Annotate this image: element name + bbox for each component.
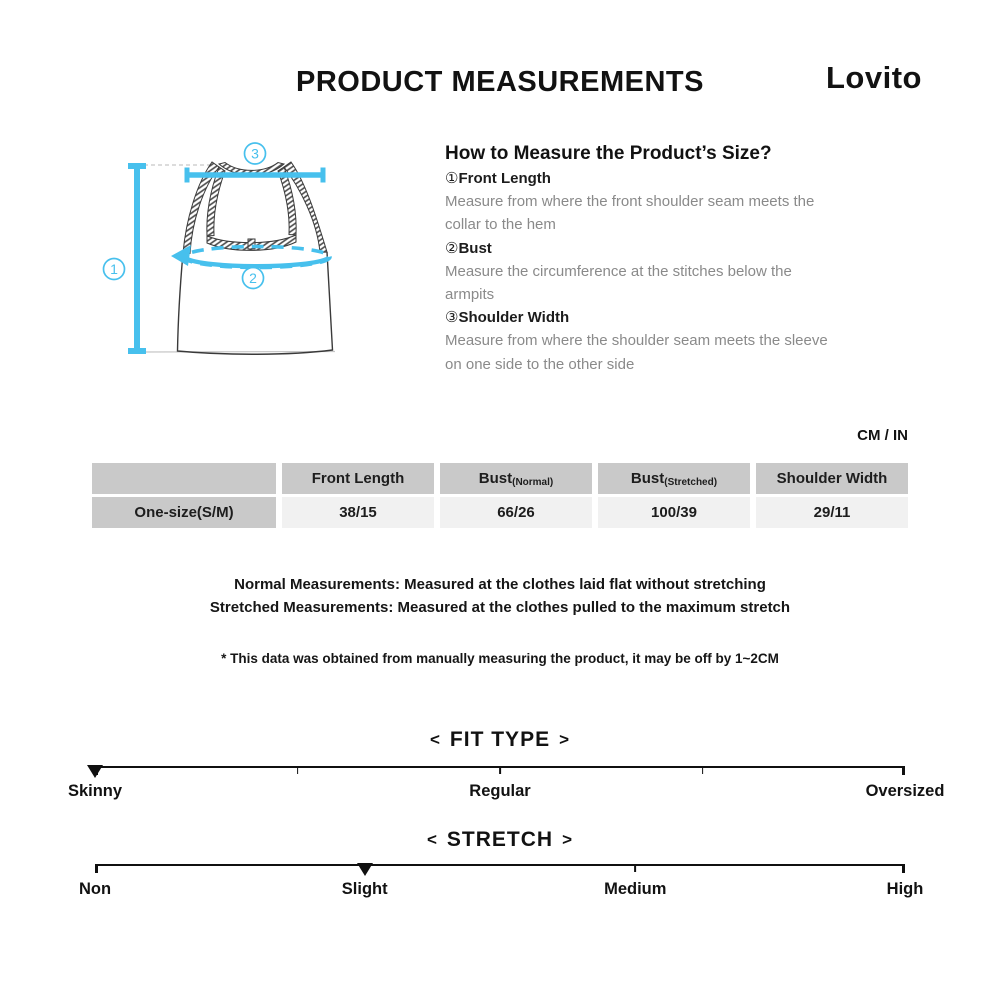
shoulder-width-desc-line1: Measure from where the shoulder seam meets the sleeve (445, 332, 828, 350)
front-length-indicator (104, 166, 147, 351)
circled-2: ② (445, 239, 459, 257)
stretch-title: < STRETCH > (426, 828, 574, 851)
table-header-front-length: Front Length (282, 463, 434, 494)
how-to-measure-section (445, 141, 885, 376)
table-header-empty (92, 463, 276, 494)
svg-text:2: 2 (249, 270, 257, 286)
stretch-marker (357, 863, 373, 876)
disclaimer-note: * This data was obtained from manually measuring the product, it may be off by 1~2CM (221, 651, 779, 666)
measurement-notes (0, 573, 1000, 619)
stretched-measurements-note: Stretched Measurements: Measured at the clothes pulled to the maximum stretch (209, 599, 791, 616)
table-header-shoulder-width: Shoulder Width (756, 463, 908, 494)
table-header-bust-normal: Bust (Normal) (440, 463, 592, 494)
fit-label-regular: Regular (469, 782, 531, 800)
shoulder-width-indicator (187, 143, 323, 183)
fit-type-right-end-tick (902, 766, 905, 775)
stretch-label-medium: Medium (604, 880, 667, 898)
fit-type-scale (67, 766, 945, 806)
stretch-axis (95, 864, 905, 866)
left-bracket-icon: < (426, 830, 438, 849)
circled-3: ③ (445, 309, 459, 327)
table-row-label: One-size(S/M) (92, 497, 276, 528)
stretch-label-high: High (886, 880, 924, 898)
circled-1: ① (445, 170, 459, 187)
stretch-label-non: Non (78, 880, 112, 898)
stretch-tick-medium (634, 864, 636, 872)
units-label: CM / IN (857, 427, 908, 444)
tank-top-drawing (178, 162, 333, 354)
svg-text:3: 3 (251, 145, 259, 162)
fit-type-tick-50 (499, 766, 501, 774)
lovito-logo: Lovito (826, 60, 922, 95)
stretch-label-slight: Slight (341, 880, 388, 898)
page-title: PRODUCT MEASUREMENTS (296, 66, 704, 98)
fit-type-title: < FIT TYPE > (429, 728, 571, 751)
table-value-front-length: 38/15 (282, 497, 434, 528)
right-bracket-icon: > (559, 730, 571, 749)
fit-type-marker (87, 765, 103, 778)
stretch-scale (78, 864, 924, 904)
stretch-left-end-tick (95, 864, 98, 873)
bust-desc-line1: Measure the circumference at the stitches below the (445, 262, 792, 280)
right-bracket-icon: > (562, 830, 574, 849)
normal-measurements-note: Normal Measurements: Measured at the clothes laid flat without stretching (234, 576, 766, 593)
fit-label-skinny: Skinny (67, 782, 123, 800)
measure-item-shoulder-width: ③Shoulder Width (445, 309, 570, 327)
front-length-desc-line1: Measure from where the front shoulder seam meets the (445, 193, 815, 211)
stretch-right-end-tick (902, 864, 905, 873)
bust-desc-line2: armpits (445, 286, 495, 304)
bust-indicator (171, 245, 330, 289)
table-header-bust-stretched: Bust (Stretched) (598, 463, 750, 494)
fit-type-tick-25 (297, 766, 299, 774)
table-value-bust-stretched: 100/39 (598, 497, 750, 528)
left-bracket-icon: < (429, 730, 441, 749)
table-value-bust-normal: 66/26 (440, 497, 592, 528)
garment-diagram (85, 135, 435, 385)
measure-item-front-length: ①Front Length (445, 170, 551, 187)
fit-label-oversized: Oversized (865, 782, 945, 800)
shoulder-width-desc-line2: on one side to the other side (445, 355, 635, 373)
measurements-table (92, 463, 908, 528)
measure-item-bust: ②Bust (445, 239, 492, 257)
table-value-shoulder-width: 29/11 (756, 497, 908, 528)
front-length-desc-line2: collar to the hem (445, 216, 556, 234)
fit-type-tick-75 (702, 766, 704, 774)
svg-text:1: 1 (110, 261, 118, 277)
how-to-heading: How to Measure the Product’s Size? (445, 143, 772, 164)
